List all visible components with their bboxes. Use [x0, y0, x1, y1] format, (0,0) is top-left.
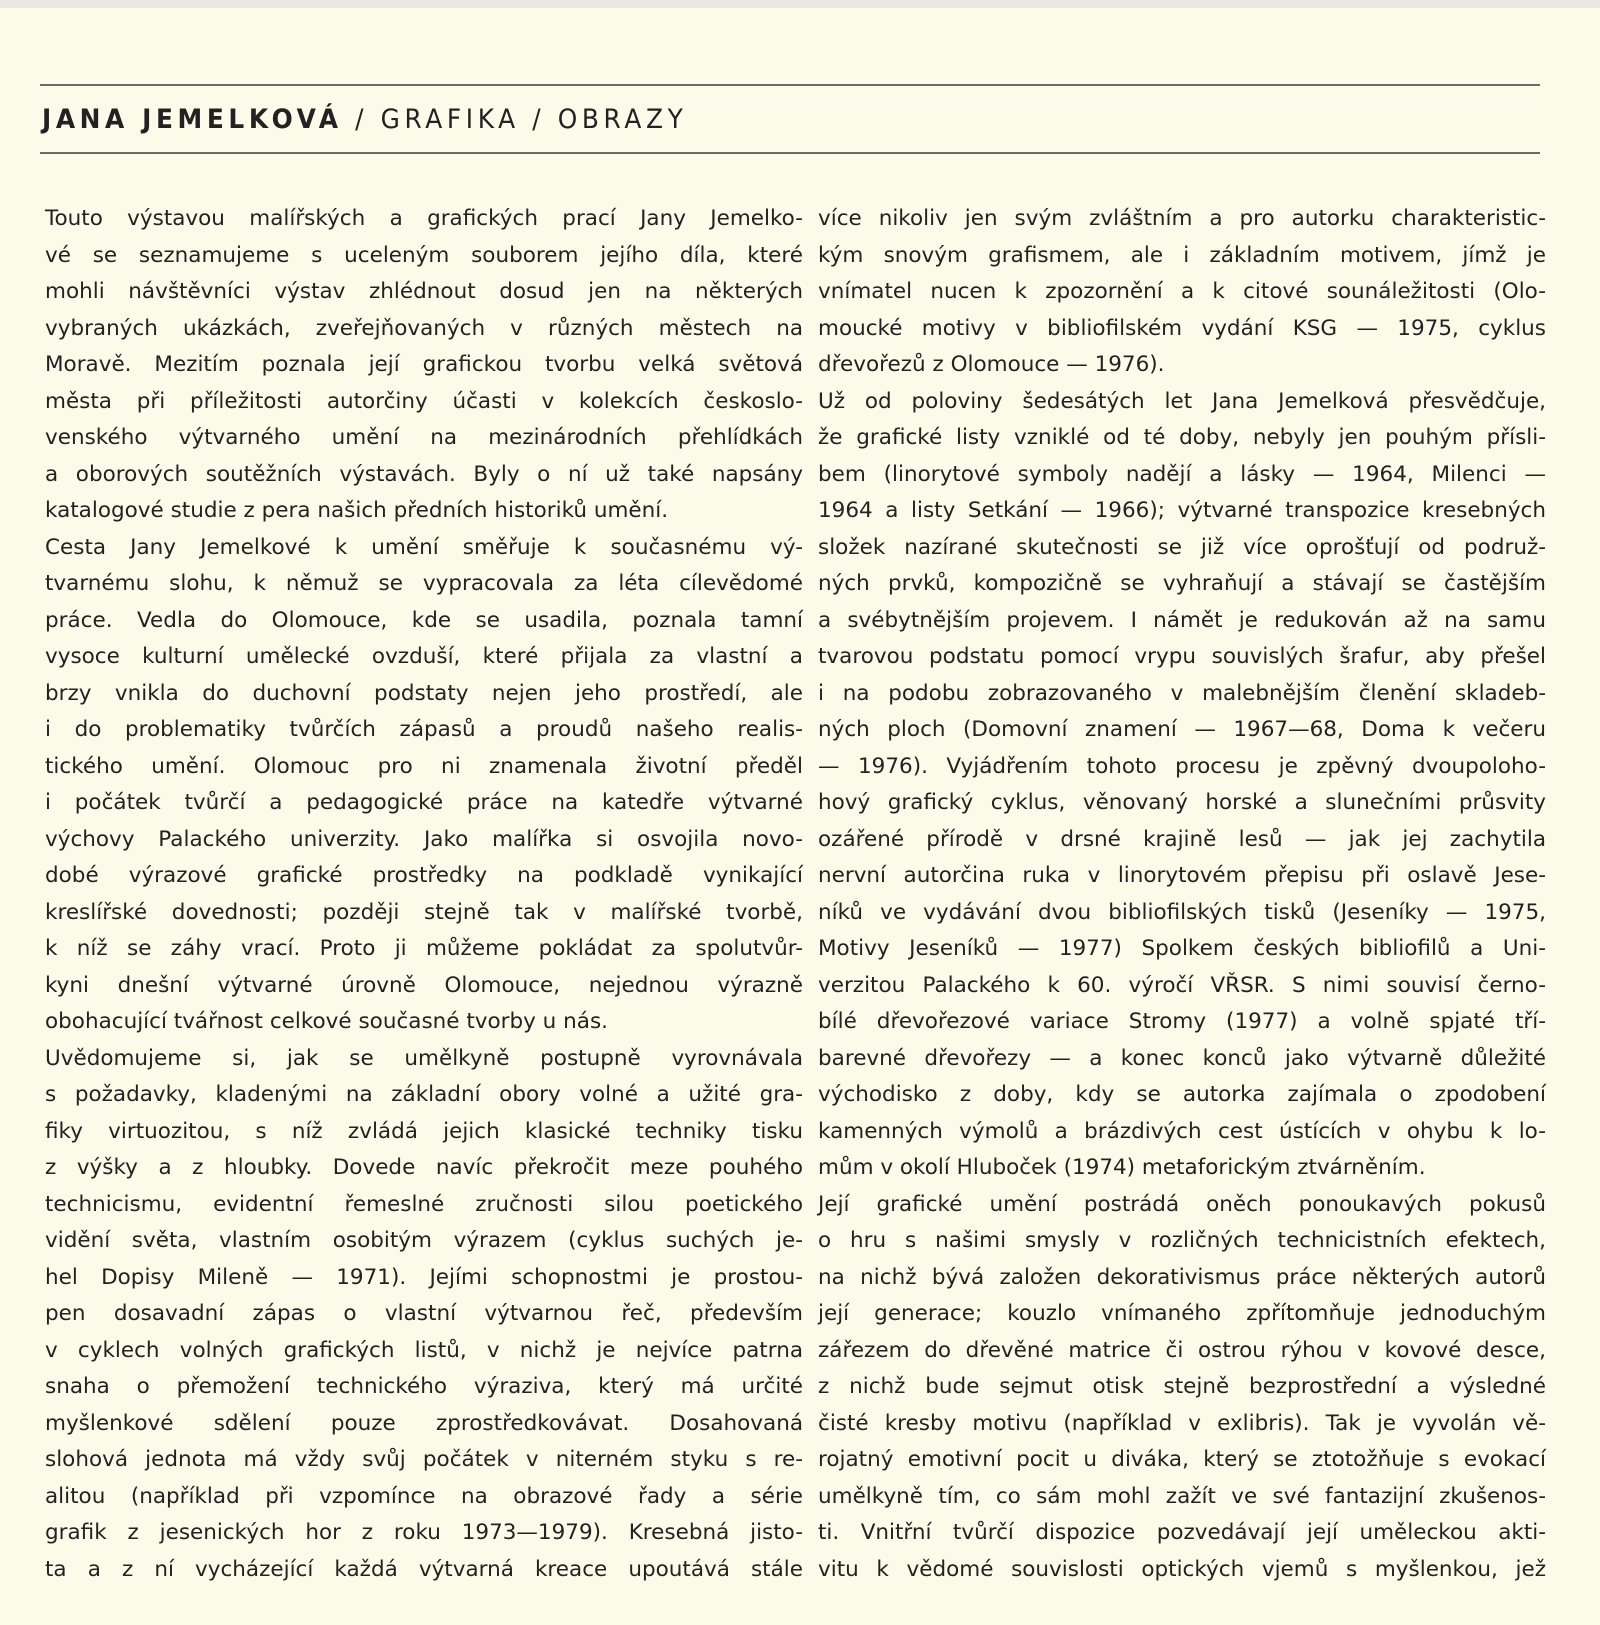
text-line: kyni dnešní výtvarné úrovně Olomouce, nejednou výrazně: [45, 972, 803, 998]
text-line: Uvědomujeme si, jak se umělkyně postupně vyrovnávala: [45, 1045, 803, 1071]
text-line: ozářené přírodě v drsné krajině lesů — jak jej zachytila: [818, 826, 1546, 852]
text-line: i počátek tvůrčí a pedagogické práce na katedře výtvarné: [45, 790, 803, 815]
text-line: tického umění. Olomouc pro ni znamenala životní předěl: [45, 753, 803, 779]
text-line: s požadavky, kladenými na základní obory volné a užité gra-: [45, 1082, 803, 1107]
text-line: z nichž bude sejmut otisk stejně bezprostřední a výsledné: [818, 1374, 1546, 1399]
text-line: Její grafické umění postrádá oněch ponoukavých pokusů: [818, 1191, 1546, 1217]
text-line: níků ve vydávání dvou bibliofilských tisků (Jeseníky — 1975,: [818, 899, 1546, 925]
text-line: zářezem do dřevěné matrice či ostrou rýhou v kovové desce,: [818, 1337, 1546, 1363]
text-line: ných prvků, kompozičně se vyhraňují a stávají se častějším: [818, 571, 1546, 596]
text-line: a oborových soutěžních výstavách. Byly o ní už také napsány: [45, 461, 803, 487]
paragraph: [818, 201, 1546, 384]
text-line: verzitou Palackého k 60. výročí VŘSR. S nimi souvisí černo-: [818, 972, 1546, 998]
text-line: Už od poloviny šedesátých let Jana Jemelková přesvědčuje,: [818, 388, 1546, 414]
text-line: tvarovou podstatu pomocí vrypu souvislých šrafur, aby přešel: [818, 644, 1546, 669]
text-line: o hru s našimi smysly v rozličných technicistních efektech,: [818, 1228, 1546, 1253]
text-line: složek nazírané skutečnosti se již více oprošťují od podruž-: [818, 534, 1546, 560]
header-top-rule: [40, 84, 1540, 86]
author-name: JANA JEMELKOVÁ: [42, 104, 343, 135]
header-bottom-rule: [40, 152, 1540, 154]
text-line: vybraných ukázkách, zveřejňovaných v různých městech na: [45, 315, 803, 341]
title-grafika: GRAFIKA: [380, 104, 520, 135]
text-line: 1964 a listy Setkání — 1966); výtvarné transpozice kresebných: [818, 498, 1546, 523]
text-line: katalogové studie z pera našich předních historiků umění.: [45, 498, 669, 523]
text-line: města při příležitosti autorčiny účasti v kolekcích českoslo-: [45, 388, 803, 414]
text-line: bílé dřevořezové variace Stromy (1977) a volně spjaté tří-: [818, 1009, 1546, 1034]
text-line: práce. Vedla do Olomouce, kde se usadila, poznala tamní: [45, 607, 803, 633]
text-line: vé se seznamujeme s uceleným souborem jejího díla, které: [45, 242, 803, 268]
text-line: i do problematiky tvůrčích zápasů a proudů našeho realis-: [45, 717, 803, 742]
text-line: technicismu, evidentní řemeslné zručnosti silou poetického: [45, 1191, 803, 1217]
text-line: mohli návštěvníci výstav zhlédnout dosud jen na některých: [45, 279, 803, 304]
text-line: umělkyně tím, co sám mohl zažít ve své fantazijní zkušenos-: [818, 1483, 1546, 1509]
text-line: hový grafický cyklus, věnovaný horské a slunečními průsvity: [818, 790, 1546, 815]
text-line: venského výtvarného umění na mezinárodních přehlídkách: [45, 425, 803, 450]
text-line: slohová jednota má vždy svůj počátek v niterném styku s re-: [45, 1447, 803, 1472]
text-line: pen dosavadní zápas o vlastní výtvarnou řeč, především: [45, 1301, 803, 1326]
text-line: k níž se záhy vrací. Proto ji můžeme pokládat za spolutvůr-: [45, 936, 803, 961]
text-line: alitou (například při vzpomínce na obrazové řady a série: [45, 1483, 803, 1509]
text-line: brzy vnikla do duchovní podstaty nejen jeho prostředí, ale: [45, 680, 803, 706]
text-column-left: [45, 201, 803, 1588]
text-line: tvarnému slohu, k němuž se vypracovala za léta cílevědomé: [45, 571, 803, 596]
text-line: že grafické listy vzniklé od té doby, nebyly jen pouhým přísli-: [818, 425, 1546, 450]
text-line: dobé výrazové grafické prostředky na podkladě vynikající: [45, 863, 803, 888]
text-line: ných ploch (Domovní znamení — 1967—68, Doma k večeru: [818, 717, 1546, 742]
text-line: čisté kresby motivu (například v exlibris). Tak je vyvolán vě-: [818, 1410, 1546, 1436]
paragraph: [45, 1041, 803, 1589]
text-line: Touto výstavou malířských a grafických prací Jany Jemelko-: [45, 206, 803, 231]
text-line: snaha o přemožení technického výraziva, který má určité: [45, 1374, 803, 1399]
title-separator: /: [532, 104, 546, 135]
text-line: vnímatel nucen k zpozornění a k citové sounáležitosti (Olo-: [818, 279, 1546, 304]
text-line: Moravě. Mezitím poznala její grafickou tvorbu velká světová: [45, 352, 803, 377]
text-line: Cesta Jany Jemelkové k umění směřuje k současnému vý-: [45, 534, 803, 560]
page-title: [42, 104, 687, 135]
text-line: výchovy Palackého univerzity. Jako malířka si osvojila novo-: [45, 826, 803, 852]
text-line: bem (linorytové symboly nadějí a lásky — 1964, Milenci —: [818, 461, 1546, 487]
text-line: Motivy Jeseníků — 1977) Spolkem českých bibliofilů a Uni-: [818, 936, 1546, 961]
text-line: vidění světa, vlastním osobitým výrazem (cyklus suchých je-: [45, 1228, 803, 1253]
text-line: rojatný emotivní pocit u diváka, který se ztotožňuje s evokací: [818, 1447, 1546, 1472]
paragraph: [818, 1187, 1546, 1589]
text-line: grafik z jesenických hor z roku 1973—1979). Kresebná jisto-: [45, 1520, 803, 1545]
text-line: ta a z ní vycházející každá výtvarná kreace upoutává stále: [45, 1556, 803, 1582]
text-line: kým snovým grafismem, ale i základním motivem, jímž je: [818, 242, 1546, 268]
text-line: myšlenkové sdělení pouze zprostředkovávat. Dosahovaná: [45, 1410, 803, 1436]
text-line: i na podobu zobrazovaného v malebnějším členění skladeb-: [818, 680, 1546, 706]
text-line: na nichž bývá založen dekorativismus práce některých autorů: [818, 1264, 1546, 1290]
text-line: její generace; kouzlo vnímaného zpřítomňuje jednoduchým: [818, 1301, 1546, 1326]
text-line: ti. Vnitřní tvůrčí dispozice pozvedávají její uměleckou akti-: [818, 1520, 1546, 1545]
text-line: barevné dřevořezy — a konec konců jako výtvarně důležité: [818, 1045, 1546, 1071]
text-line: kreslířské dovednosti; později stejně tak v malířské tvorbě,: [45, 899, 803, 925]
text-line: fiky virtuozitou, s níž zvládá jejich klasické techniky tisku: [45, 1118, 803, 1144]
text-line: více nikoliv jen svým zvláštním a pro autorku charakteristic-: [818, 206, 1546, 231]
text-line: a svébytnějším projevem. I námět je redukován až na samu: [818, 607, 1546, 633]
text-line: východisko z doby, kdy se autorka zajímala o zpodobení: [818, 1082, 1546, 1107]
text-line: vitu k vědomé souvislosti optických vjemů s myšlenkou, jež: [818, 1556, 1546, 1582]
text-line: nervní autorčina ruka v linorytovém přepisu při oslavě Jese-: [818, 863, 1546, 888]
title-separator: /: [355, 104, 369, 135]
paragraph: [45, 201, 803, 530]
title-obrazy: OBRAZY: [557, 104, 688, 135]
text-line: hel Dopisy Mileně — 1971). Jejími schopnostmi je prostou-: [45, 1264, 803, 1290]
text-line: mům v okolí Hluboček (1974) metaforickým ztvárněním.: [818, 1155, 1426, 1180]
text-column-right: [818, 201, 1546, 1588]
paragraph: [818, 384, 1546, 1187]
text-line: kamenných výmolů a brázdivých cest ústících v ohybu k lo-: [818, 1118, 1546, 1144]
text-line: — 1976). Vyjádřením tohoto procesu je zpěvný dvoupoloho-: [818, 753, 1546, 779]
text-line: vysoce kulturní umělecké ovzduší, které přijala za vlastní a: [45, 644, 803, 669]
text-line: dřevořezů z Olomouce — 1976).: [818, 352, 1165, 377]
text-line: v cyklech volných grafických listů, v nichž je nejvíce patrna: [45, 1337, 803, 1363]
text-line: z výšky a z hloubky. Dovede navíc překročit meze pouhého: [45, 1155, 803, 1180]
paragraph: [45, 530, 803, 1041]
text-line: obohacující tvářnost celkové současné tvorby u nás.: [45, 1009, 608, 1034]
page-edge: [0, 0, 1600, 8]
text-line: moucké motivy v bibliofilském vydání KSG — 1975, cyklus: [818, 315, 1546, 341]
